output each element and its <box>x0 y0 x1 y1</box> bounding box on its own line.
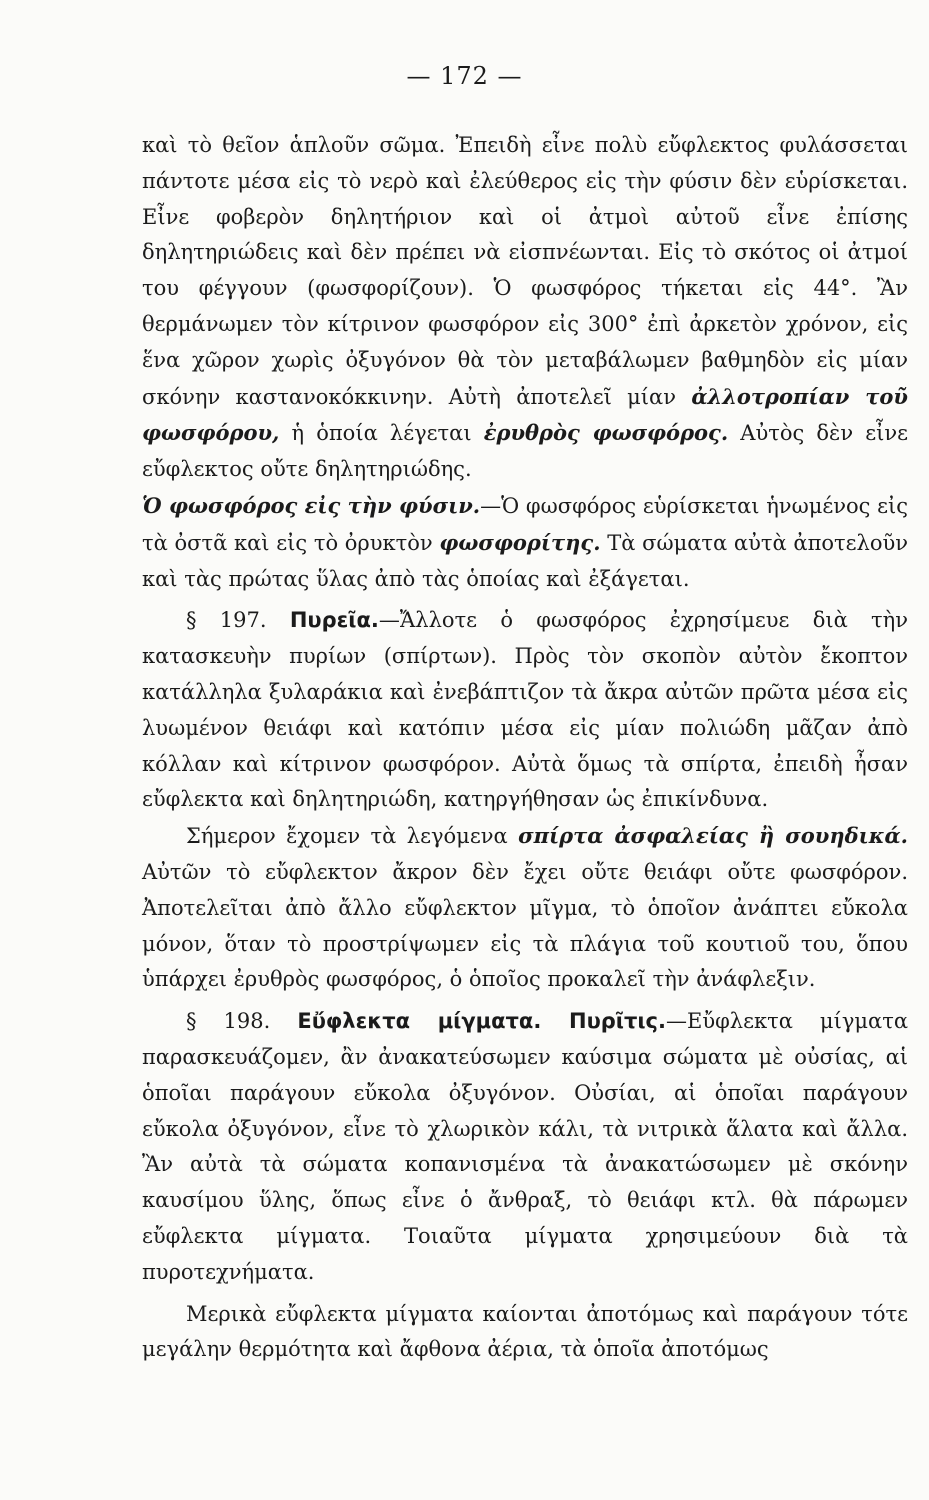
paragraph-phosphorus-in-nature <box>142 488 908 597</box>
text-run: Σήμερον ἔχομεν τὰ λεγόμενα <box>186 824 519 849</box>
text-run: Αὐτὸς δὲν εἶνε εὔφλεκτος οὔτε δηλητηριώδης. <box>142 421 909 482</box>
text-run: Τὰ σώματα αὐτὰ ἀποτελοῦν καὶ τὰς πρώτας ὕλας ἀπὸ τὰς ὁποίας καὶ ἐξάγεται. <box>142 530 908 591</box>
text-run: ἡ ὁποία λέγεται <box>279 421 484 446</box>
text-run: καὶ τὸ θεῖον ἁπλοῦν σῶμα. Ἐπειδὴ εἶνε πολὺ εὔφλεκτος φυλάσσεται πάντοτε μέσα εἰς τὸ νερὸ καὶ ἐλεύθερος εἰς τὴν φύσιν δὲν εὑρίσκεται. Εἶνε φοβερὸν δηλητήριον καὶ οἱ ἀτμοὶ αὐτοῦ εἶνε ἐπίσης δηλητηριώδεις καὶ δὲν πρέπει νὰ εἰσπνέωνται. Εἰς τὸ σκότος οἱ ἀτμοί του φέγγουν (φωσφορίζουν). Ὁ φωσφόρος τήκεται εἰς 44°. Ἂν θερμάνωμεν τὸν κίτρινον φωσφόρον εἰς 300° ἐπὶ ἀρκετὸν χρόνον, εἰς ἕνα χῶρον χωρὶς ὀξυγόνον θὰ τὸν μεταβάλωμεν βαθμηδὸν εἰς μίαν σκόνην καστανοκόκκινην. Αὐτὴ ἀποτελεῖ μίαν <box>142 133 908 409</box>
text-run: —Εὔφλεκτα μίγματα παρασκευάζομεν, ἂν ἀνακατεύσωμεν καύσιμα σώματα μὲ οὐσίας, αἱ ὁποῖαι παράγουν εὔκολα ὀξυγόνον. Οὐσίαι, αἱ ὁποῖαι παράγουν εὔκολα ὀξυγόνον, εἶνε τὸ χλωρικὸν κάλι, τὰ νιτρικὰ ἅλατα καὶ ἄλλα. Ἂν αὐτὰ τὰ σώματα κοπανισμένα τὰ ἀνακατώσωμεν μὲ σκόνην καυσίμου ὕλης, ὅπως εἶνε ὁ ἄνθραξ, τὸ θειάφι κτλ. θὰ πάρωμεν εὔφλεκτα μίγματα. Τοιαῦτα μίγματα χρησιμεύουν διὰ τὰ πυροτεχνήματα. <box>142 1009 908 1284</box>
body-text <box>142 128 908 1368</box>
section-heading-flammable-mixtures: Εὔφλεκτα μίγματα. Πυρῖτις. <box>297 1009 666 1034</box>
paragraph-safety-matches <box>142 818 908 998</box>
paragraph-phosphorus-properties <box>142 128 908 488</box>
paragraph-section-197 <box>142 603 908 818</box>
paragraph-section-198 <box>142 1004 908 1290</box>
emphasis-safety-matches: σπίρτα ἀσφαλείας ἢ σουηδικά. <box>518 823 908 849</box>
page-number: — 172 — <box>406 62 523 90</box>
emphasis-allotropy: ἀλλοτροπίαν τοῦ φωσφόρου, <box>142 383 908 446</box>
text-run: Αὐτῶν τὸ εὔφλεκτον ἄκρον δὲν ἔχει οὔτε θειάφι οὔτε φωσφόρον. Ἀποτελεῖται ἀπὸ ἄλλο εὔφλεκτον μῖγμα, τὸ ὁποῖον ἀνάπτει εὔκολα μόνον, ὅταν τὸ προστρίψωμεν εἰς τὰ πλάγια τοῦ κουτιοῦ του, ὅπου ὑπάρχει ἐρυθρὸς φωσφόρος, ὁ ὁποῖος προκαλεῖ τὴν ἀνάφλεξιν. <box>142 859 908 992</box>
section-heading-matches: Πυρεῖα. <box>289 608 379 633</box>
emphasis-red-phosphorus: ἐρυθρὸς φωσφόρος. <box>483 420 729 446</box>
emphasis-phosphorite: φωσφορίτης. <box>439 529 601 555</box>
paragraph-explosive-mixtures <box>142 1297 908 1369</box>
text-run: —Ὁ φωσφόρος εὑρίσκεται ἡνωμένος εἰς τὰ ὀστᾶ καὶ εἰς τὸ ὀρυκτὸν <box>142 493 908 555</box>
subheading-phosphorus-in-nature: Ὁ φωσφόρος εἰς τὴν φύσιν. <box>142 492 481 518</box>
section-number: § 197. <box>186 608 290 633</box>
text-run: Μερικὰ εὔφλεκτα μίγματα καίονται ἀποτόμως καὶ παράγουν τότε μεγάλην θερμότητα καὶ ἄφθονα ἀέρια, τὰ ὁποῖα ἀποτόμως <box>142 1301 908 1362</box>
text-run: —Ἄλλοτε ὁ φωσφόρος ἐχρησίμευε διὰ τὴν κατασκευὴν πυρίων (σπίρτων). Πρὸς τὸν σκοπὸν αὐτὸν ἔκοπτον κατάλληλα ξυλαράκια καὶ ἐνεβάπτιζον τὰ ἄκρα αὐτῶν πρῶτα μέσα εἰς λυωμένον θειάφι καὶ κατόπιν μέσα εἰς μίαν πολιώδη μᾶζαν ἀπὸ κόλλαν καὶ κίτρινον φωσφόρον. Αὐτὰ ὅμως τὰ σπίρτα, ἐπειδὴ ἦσαν εὔφλεκτα καὶ δηλητηριώδη, κατηργήθησαν ὡς ἐπικίνδυνα. <box>142 608 909 812</box>
section-number: § 198. <box>186 1009 298 1034</box>
